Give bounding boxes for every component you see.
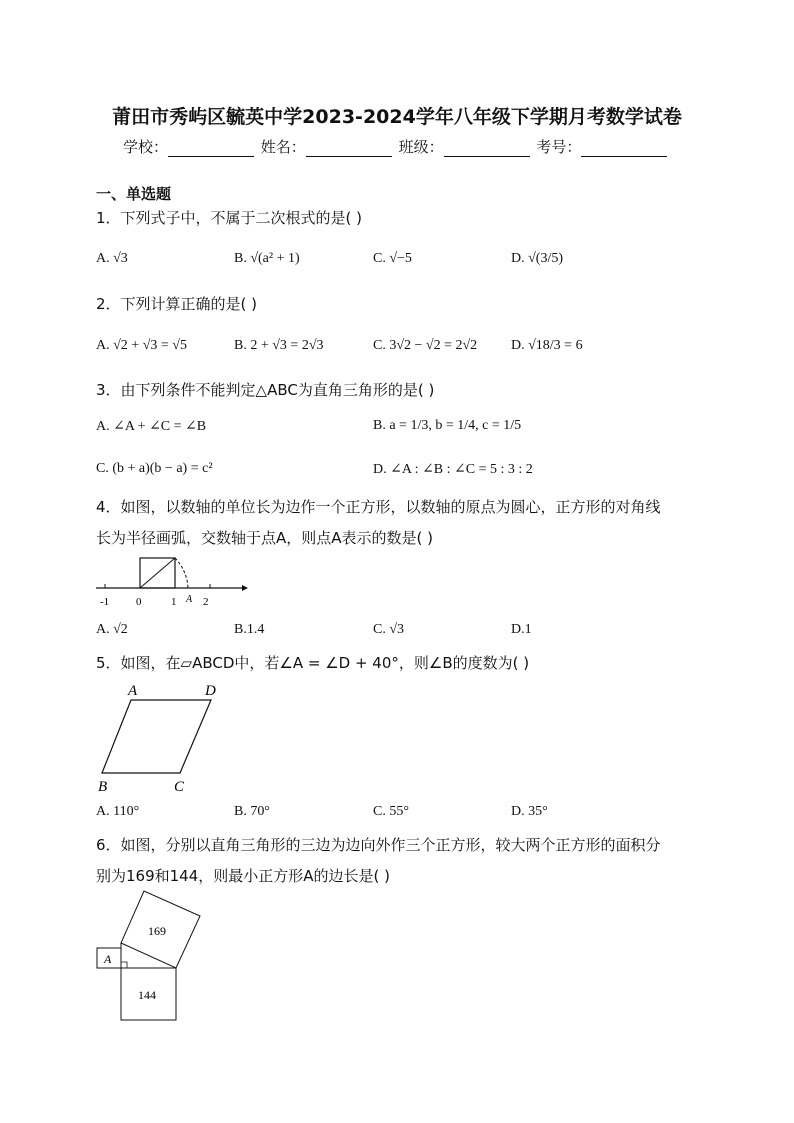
q4-number-line-figure [90,552,250,612]
q5-option-d[interactable]: D. 35° [511,804,548,819]
tick-label-neg1: -1 [100,596,110,608]
q2-option-c[interactable]: C. 3√2 − √2 = 2√2 [373,338,478,353]
q1-option-c[interactable]: C. √−5 [373,251,412,266]
q1-stem: 1．下列式子中，不属于二次根式的是( ) [96,209,363,227]
class-label: 班级： [398,138,444,156]
square-a-label: A [104,952,112,966]
section-heading: 一、单选题 [96,185,172,203]
q5-option-c[interactable]: C. 55° [373,804,409,819]
q3-option-c[interactable]: C. (b + a)(b − a) = c² [96,461,213,476]
vertex-b-label: B [98,779,108,795]
school-blank[interactable] [168,142,254,157]
q2-option-b[interactable]: B. 2 + √3 = 2√3 [234,338,324,353]
area-144-label: 144 [138,988,156,1002]
q3-option-b[interactable]: B. a = 1/3, b = 1/4, c = 1/5 [373,418,522,433]
area-169-label: 169 [148,924,166,938]
vertex-d-label: D [205,683,216,699]
q2-option-a[interactable]: A. √2 + √3 = √5 [96,338,187,353]
vertex-c-label: C [174,779,185,795]
name-blank[interactable] [306,142,392,157]
page-title: 莆田市秀屿区毓英中学2023-2024学年八年级下学期月考数学试卷 [112,106,682,128]
number-blank[interactable] [581,142,667,157]
q3-stem: 3．由下列条件不能判定△ABC为直角三角形的是( ) [96,381,435,399]
q4-option-b[interactable]: B.1.4 [234,622,265,637]
vertex-a-label: A [128,683,138,699]
q5-stem: 5．如图，在▱ABCD中，若∠A = ∠D + 40°，则∠B的度数为( ) [96,654,530,672]
name-label: 姓名： [260,138,306,156]
q1-option-d[interactable]: D. √(3/5) [511,251,564,266]
school-label: 学校： [123,138,169,156]
q6-pythagoras-squares-figure [90,890,210,1024]
q2-stem: 2．下列计算正确的是( ) [96,295,258,313]
tick-label-2: 2 [203,596,209,608]
q3-option-d[interactable]: D. ∠A : ∠B : ∠C = 5 : 3 : 2 [373,462,533,477]
q5-option-b[interactable]: B. 70° [234,804,270,819]
student-info-line [123,136,669,157]
number-label: 考号： [536,138,582,156]
q6-stem-line2: 别为169和144，则最小正方形A的边长是( ) [96,867,390,885]
class-blank[interactable] [444,142,530,157]
q1-option-b[interactable]: B. √(a² + 1) [234,251,300,266]
point-a-label: A [186,594,193,605]
q4-stem-line1: 4．如图，以数轴的单位长为边作一个正方形，以数轴的原点为圆心，正方形的对角线 [96,498,661,516]
radius-arc [175,558,188,588]
q4-stem-line2: 长为半径画弧，交数轴于点A，则点A表示的数是( ) [96,529,433,547]
q1-option-a[interactable]: A. √3 [96,251,128,266]
q5-parallelogram-figure [94,680,229,796]
q4-option-c[interactable]: C. √3 [373,622,405,637]
q5-option-a[interactable]: A. 110° [96,804,140,819]
tick-label-1: 1 [171,596,177,608]
square-diagonal [140,558,175,588]
q2-option-d[interactable]: D. √18/3 = 6 [511,338,583,353]
q3-option-a[interactable]: A. ∠A + ∠C = ∠B [96,419,207,434]
q4-option-a[interactable]: A. √2 [96,622,128,637]
q6-stem-line1: 6．如图，分别以直角三角形的三边为边向外作三个正方形，较大两个正方形的面积分 [96,836,661,854]
tick-label-0: 0 [136,596,142,608]
axis-arrow-icon [242,585,248,591]
right-angle-mark [121,962,127,968]
q4-option-d[interactable]: D.1 [511,622,532,637]
parallelogram-abcd [102,700,211,773]
